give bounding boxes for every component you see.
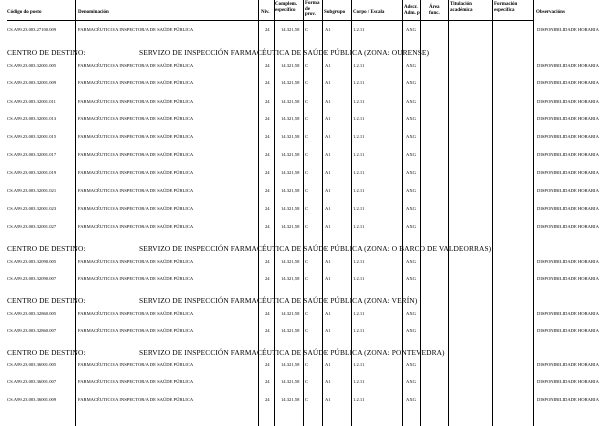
forma-cell: C: [305, 276, 309, 281]
post-code: CS.A99.23.003.36001.009: [7, 397, 57, 402]
column-divider: [322, 0, 323, 426]
nivel-cell: 24: [265, 206, 270, 211]
observacions-cell: DISPONIBILIDADE HORARIA: [537, 206, 599, 211]
header-corpo: Corpo / Escala: [353, 10, 385, 15]
adscr-cell: AXG: [406, 362, 416, 367]
corpo-cell: 1.2.11: [353, 188, 365, 193]
denominacion-cell: FARMACÉUTICO/A INSPECTOR/A DE SAÚDE PÚBLICA: [78, 63, 194, 68]
corpo-cell: 1.2.11: [353, 27, 365, 32]
observacions-cell: DISPONIBILIDADE HORARIA: [537, 224, 599, 229]
denominacion-cell: FARMACÉUTICO/A INSPECTOR/A DE SAÚDE PÚBLICA: [78, 328, 194, 333]
denominacion-cell: FARMACÉUTICO/A INSPECTOR/A DE SAÚDE PÚBLICA: [78, 27, 194, 32]
subgrupo-cell: A1: [325, 134, 331, 139]
nivel-cell: 24: [265, 362, 270, 367]
complemento-cell: 14.321,58: [281, 276, 300, 281]
observacions-cell: DISPONIBILIDADE HORARIA: [537, 397, 599, 402]
centro-label: CENTRO DE DESTINO:: [7, 348, 86, 357]
corpo-cell: 1.2.11: [353, 276, 365, 281]
header-formacion: Formación específica: [494, 2, 518, 13]
complemento-cell: 14.321,58: [281, 259, 300, 264]
nivel-cell: 24: [265, 188, 270, 193]
adscr-cell: AXG: [406, 397, 416, 402]
observacions-cell: DISPONIBILIDADE HORARIA: [537, 311, 599, 316]
complemento-cell: 14.321,58: [281, 206, 300, 211]
subgrupo-cell: A1: [325, 397, 331, 402]
post-code: CS.A99.23.003.32001.023: [7, 206, 57, 211]
corpo-cell: 1.2.11: [353, 362, 365, 367]
adscr-cell: AXG: [406, 259, 416, 264]
denominacion-cell: FARMACÉUTICO/A INSPECTOR/A DE SAÚDE PÚBLICA: [78, 80, 194, 85]
nivel-cell: 24: [265, 379, 270, 384]
nivel-cell: 24: [265, 152, 270, 157]
subgrupo-cell: A1: [325, 99, 331, 104]
centro-name: SERVIZO DE INSPECCIÓN FARMACÉUTICA DE SAÚDE PÚBLICA (ZONA: PONTEVEDRA): [139, 348, 445, 357]
denominacion-cell: FARMACÉUTICO/A INSPECTOR/A DE SAÚDE PÚBLICA: [78, 134, 194, 139]
forma-cell: C: [305, 311, 309, 316]
post-code: CS.A99.23.003.32001.005: [7, 63, 57, 68]
nivel-cell: 24: [265, 224, 270, 229]
nivel-cell: 24: [265, 170, 270, 175]
complemento-cell: 14.321,58: [281, 379, 300, 384]
adscr-cell: AXG: [406, 99, 416, 104]
subgrupo-cell: A1: [325, 276, 331, 281]
forma-cell: C: [305, 259, 309, 264]
corpo-cell: 1.2.11: [353, 379, 365, 384]
observacions-cell: DISPONIBILIDADE HORARIA: [537, 276, 599, 281]
post-code: CS.A99.23.003.36001.005: [7, 362, 57, 367]
column-divider: [303, 0, 304, 426]
header-codigo: Código do posto: [7, 10, 42, 15]
post-code: CS.A99.23.003.32001.013: [7, 116, 57, 121]
nivel-cell: 24: [265, 27, 270, 32]
subgrupo-cell: A1: [325, 116, 331, 121]
adscr-cell: AXG: [406, 134, 416, 139]
forma-cell: C: [305, 224, 309, 229]
complemento-cell: 14.321,58: [281, 170, 300, 175]
observacions-cell: DISPONIBILIDADE HORARIA: [537, 259, 599, 264]
nivel-cell: 24: [265, 397, 270, 402]
subgrupo-cell: A1: [325, 27, 331, 32]
observacions-cell: DISPONIBILIDADE HORARIA: [537, 379, 599, 384]
subgrupo-cell: A1: [325, 152, 331, 157]
adscr-cell: AXG: [406, 116, 416, 121]
header-nivel: Niv.: [261, 10, 270, 15]
corpo-cell: 1.2.11: [353, 99, 365, 104]
column-divider: [492, 0, 493, 426]
adscr-cell: AXG: [406, 188, 416, 193]
complemento-cell: 14.321,58: [281, 152, 300, 157]
observacions-cell: DISPONIBILIDADE HORARIA: [537, 99, 599, 104]
denominacion-cell: FARMACÉUTICO/A INSPECTOR/A DE SAÚDE PÚBLICA: [78, 99, 194, 104]
header-area: Área func.: [429, 5, 440, 16]
corpo-cell: 1.2.11: [353, 311, 365, 316]
adscr-cell: AXG: [406, 63, 416, 68]
adscr-cell: AXG: [406, 276, 416, 281]
denominacion-cell: FARMACÉUTICO/A INSPECTOR/A DE SAÚDE PÚBLICA: [78, 188, 194, 193]
post-code: CS.A99.23.003.32090.005: [7, 259, 57, 264]
corpo-cell: 1.2.11: [353, 134, 365, 139]
complemento-cell: 14.321,58: [281, 188, 300, 193]
corpo-cell: 1.2.11: [353, 224, 365, 229]
complemento-cell: 14.321,58: [281, 224, 300, 229]
post-code: CS.A99.23.003.32001.027: [7, 224, 57, 229]
column-divider: [258, 0, 259, 426]
centro-label: CENTRO DE DESTINO:: [7, 296, 86, 305]
corpo-cell: 1.2.11: [353, 206, 365, 211]
forma-cell: C: [305, 80, 309, 85]
header-complemento: Complem. específico: [275, 2, 298, 13]
observacions-cell: DISPONIBILIDADE HORARIA: [537, 362, 599, 367]
observacions-cell: DISPONIBILIDADE HORARIA: [537, 27, 599, 32]
subgrupo-cell: A1: [325, 206, 331, 211]
subgrupo-cell: A1: [325, 170, 331, 175]
forma-cell: C: [305, 134, 309, 139]
header-adscr: Adscr. Adm. p: [404, 5, 420, 16]
post-code: CS.A99.23.003.32860.005: [7, 311, 57, 316]
post-code: CS.A99.23.003.32001.011: [7, 99, 56, 104]
column-divider: [351, 0, 352, 426]
centro-name: SERVIZO DE INSPECCIÓN FARMACÉUTICA DE SAÚDE PÚBLICA (ZONA: O BARCO DE VALDEORRAS): [139, 244, 492, 253]
corpo-cell: 1.2.11: [353, 170, 365, 175]
forma-cell: C: [305, 362, 309, 367]
forma-cell: C: [305, 63, 309, 68]
subgrupo-cell: A1: [325, 80, 331, 85]
denominacion-cell: FARMACÉUTICO/A INSPECTOR/A DE SAÚDE PÚBLICA: [78, 397, 194, 402]
forma-cell: C: [305, 397, 309, 402]
subgrupo-cell: A1: [325, 328, 331, 333]
header-titulacion: Titulación académica: [450, 2, 473, 13]
observacions-cell: DISPONIBILIDADE HORARIA: [537, 80, 599, 85]
column-divider: [274, 0, 275, 426]
nivel-cell: 24: [265, 116, 270, 121]
post-code: CS.A99.23.003.27100.009: [7, 27, 57, 32]
observacions-cell: DISPONIBILIDADE HORARIA: [537, 328, 599, 333]
post-code: CS.A99.23.003.32001.021: [7, 188, 57, 193]
nivel-cell: 24: [265, 80, 270, 85]
denominacion-cell: FARMACÉUTICO/A INSPECTOR/A DE SAÚDE PÚBLICA: [78, 152, 194, 157]
corpo-cell: 1.2.11: [353, 116, 365, 121]
nivel-cell: 24: [265, 259, 270, 264]
complemento-cell: 14.321,58: [281, 63, 300, 68]
column-divider: [402, 0, 403, 426]
adscr-cell: AXG: [406, 80, 416, 85]
post-code: CS.A99.23.003.32001.009: [7, 80, 57, 85]
nivel-cell: 24: [265, 63, 270, 68]
header-rule: [7, 20, 533, 21]
corpo-cell: 1.2.11: [353, 397, 365, 402]
denominacion-cell: FARMACÉUTICO/A INSPECTOR/A DE SAÚDE PÚBLICA: [78, 206, 194, 211]
column-divider: [533, 0, 534, 426]
adscr-cell: AXG: [406, 328, 416, 333]
post-code: CS.A99.23.003.32001.019: [7, 170, 57, 175]
nivel-cell: 24: [265, 99, 270, 104]
complemento-cell: 14.321,58: [281, 134, 300, 139]
forma-cell: C: [305, 116, 309, 121]
centro-label: CENTRO DE DESTINO:: [7, 244, 86, 253]
corpo-cell: 1.2.11: [353, 152, 365, 157]
post-code: CS.A99.23.003.32090.007: [7, 276, 57, 281]
subgrupo-cell: A1: [325, 379, 331, 384]
observacions-cell: DISPONIBILIDADE HORARIA: [537, 63, 599, 68]
adscr-cell: AXG: [406, 379, 416, 384]
centro-name: SERVIZO DE INSPECCIÓN FARMACÉUTICA DE SAÚDE PÚBLICA (ZONA: VERÍN): [139, 296, 418, 305]
corpo-cell: 1.2.11: [353, 328, 365, 333]
nivel-cell: 24: [265, 311, 270, 316]
corpo-cell: 1.2.11: [353, 259, 365, 264]
denominacion-cell: FARMACÉUTICO/A INSPECTOR/A DE SAÚDE PÚBLICA: [78, 116, 194, 121]
corpo-cell: 1.2.11: [353, 63, 365, 68]
subgrupo-cell: A1: [325, 311, 331, 316]
header-observacions: Observacións: [536, 10, 565, 15]
forma-cell: C: [305, 99, 309, 104]
observacions-cell: DISPONIBILIDADE HORARIA: [537, 116, 599, 121]
denominacion-cell: FARMACÉUTICO/A INSPECTOR/A DE SAÚDE PÚBLICA: [78, 170, 194, 175]
centro-name: SERVIZO DE INSPECCIÓN FARMACÉUTICA DE SAÚDE PÚBLICA (ZONA: OURENSE): [139, 48, 430, 57]
column-divider: [420, 0, 421, 426]
denominacion-cell: FARMACÉUTICO/A INSPECTOR/A DE SAÚDE PÚBLICA: [78, 224, 194, 229]
denominacion-cell: FARMACÉUTICO/A INSPECTOR/A DE SAÚDE PÚBLICA: [78, 259, 194, 264]
denominacion-cell: FARMACÉUTICO/A INSPECTOR/A DE SAÚDE PÚBLICA: [78, 311, 194, 316]
centro-label: CENTRO DE DESTINO:: [7, 48, 86, 57]
post-code: CS.A99.23.003.32001.015: [7, 134, 57, 139]
subgrupo-cell: A1: [325, 224, 331, 229]
forma-cell: C: [305, 188, 309, 193]
subgrupo-cell: A1: [325, 188, 331, 193]
post-code: CS.A99.23.003.32001.017: [7, 152, 57, 157]
adscr-cell: AXG: [406, 224, 416, 229]
adscr-cell: AXG: [406, 152, 416, 157]
nivel-cell: 24: [265, 276, 270, 281]
complemento-cell: 14.321,58: [281, 311, 300, 316]
complemento-cell: 14.321,58: [281, 328, 300, 333]
observacions-cell: DISPONIBILIDADE HORARIA: [537, 152, 599, 157]
denominacion-cell: FARMACÉUTICO/A INSPECTOR/A DE SAÚDE PÚBLICA: [78, 362, 194, 367]
nivel-cell: 24: [265, 328, 270, 333]
forma-cell: C: [305, 170, 309, 175]
observacions-cell: DISPONIBILIDADE HORARIA: [537, 188, 599, 193]
complemento-cell: 14.321,58: [281, 99, 300, 104]
complemento-cell: 14.321,58: [281, 362, 300, 367]
subgrupo-cell: A1: [325, 259, 331, 264]
forma-cell: C: [305, 27, 309, 32]
header-forma: Forma de prov.: [305, 1, 320, 17]
forma-cell: C: [305, 379, 309, 384]
complemento-cell: 14.321,58: [281, 116, 300, 121]
complemento-cell: 14.321,58: [281, 80, 300, 85]
header-subgrupo: Subgrupo: [324, 10, 346, 15]
adscr-cell: AXG: [406, 311, 416, 316]
forma-cell: C: [305, 152, 309, 157]
header-denominacion: Denominación: [78, 10, 109, 15]
adscr-cell: AXG: [406, 27, 416, 32]
corpo-cell: 1.2.11: [353, 80, 365, 85]
adscr-cell: AXG: [406, 170, 416, 175]
post-code: CS.A99.23.003.32860.007: [7, 328, 57, 333]
subgrupo-cell: A1: [325, 362, 331, 367]
subgrupo-cell: A1: [325, 63, 331, 68]
column-divider: [448, 0, 449, 426]
denominacion-cell: FARMACÉUTICO/A INSPECTOR/A DE SAÚDE PÚBLICA: [78, 379, 194, 384]
column-divider: [75, 0, 76, 426]
forma-cell: C: [305, 206, 309, 211]
observacions-cell: DISPONIBILIDADE HORARIA: [537, 170, 599, 175]
adscr-cell: AXG: [406, 206, 416, 211]
observacions-cell: DISPONIBILIDADE HORARIA: [537, 134, 599, 139]
complemento-cell: 14.321,58: [281, 397, 300, 402]
post-code: CS.A99.23.003.36001.007: [7, 379, 57, 384]
denominacion-cell: FARMACÉUTICO/A INSPECTOR/A DE SAÚDE PÚBLICA: [78, 276, 194, 281]
forma-cell: C: [305, 328, 309, 333]
complemento-cell: 14.321,58: [281, 27, 300, 32]
nivel-cell: 24: [265, 134, 270, 139]
